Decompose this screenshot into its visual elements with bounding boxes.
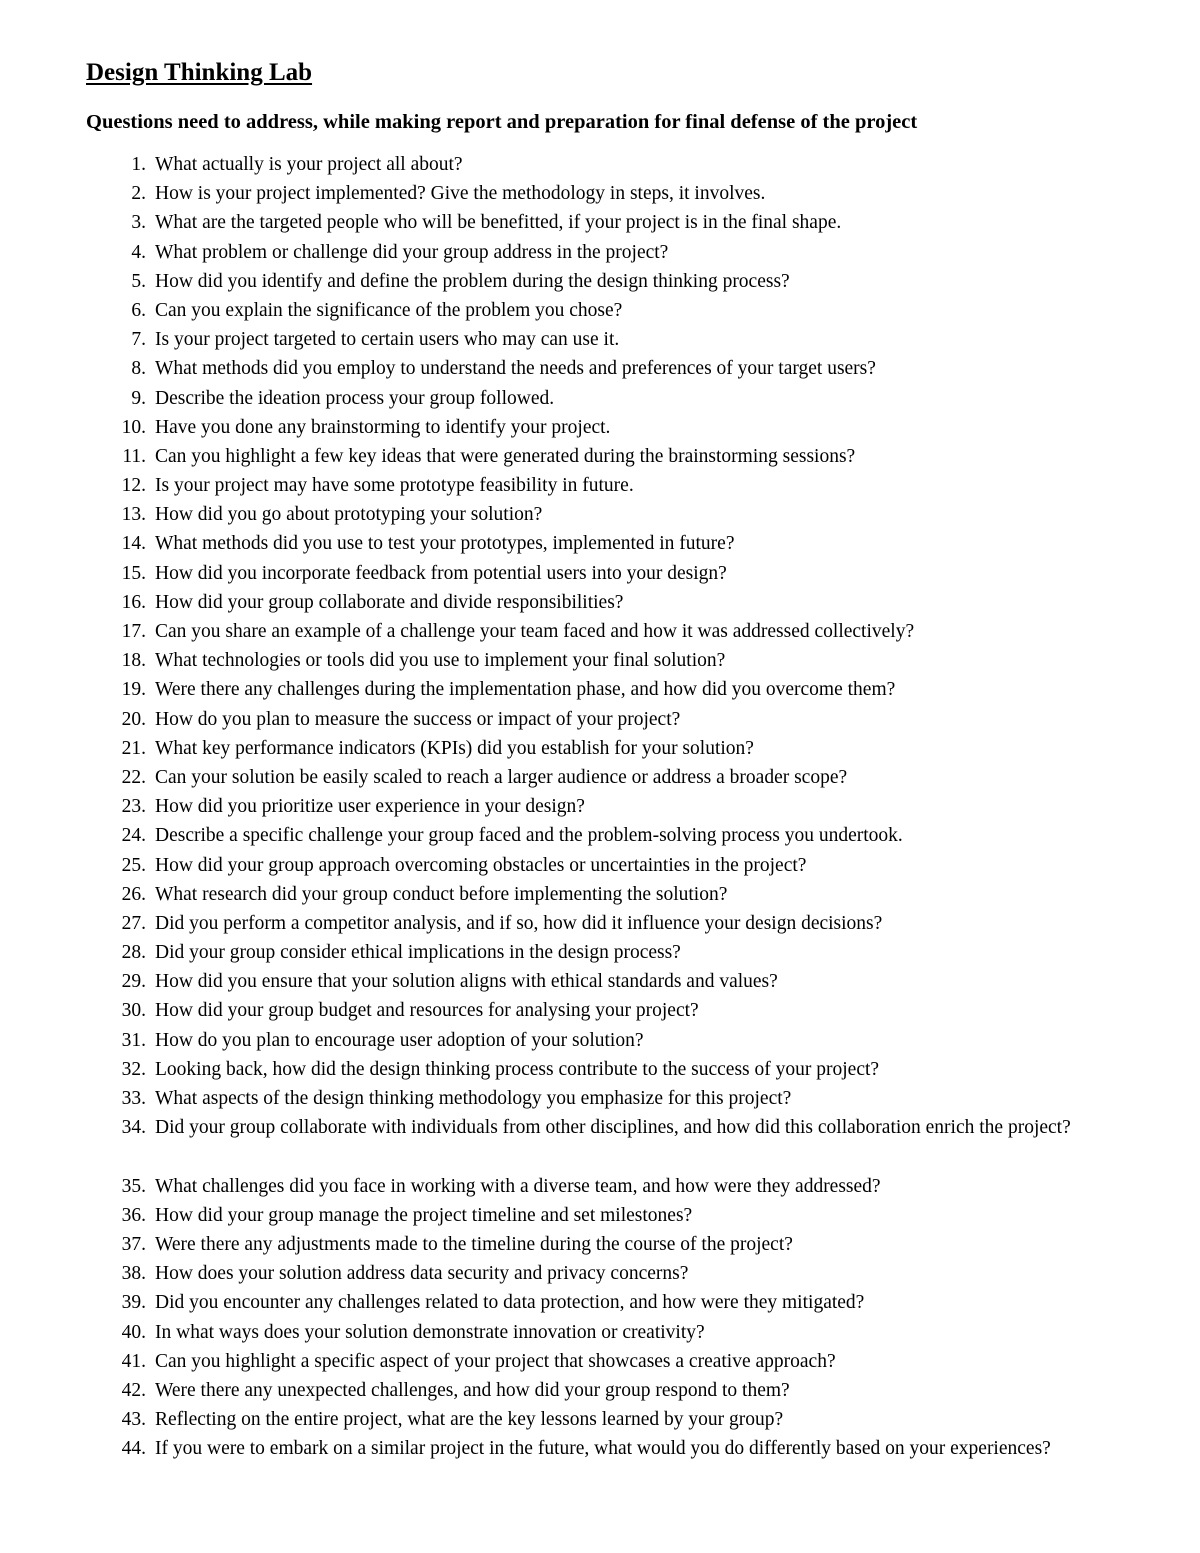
question-item <box>0 442 1200 471</box>
question-number: 4. <box>131 241 146 263</box>
question-item <box>0 1230 1200 1259</box>
question-text: If you were to embark on a similar project in the future, what would you do differently based on your experiences? <box>155 1438 1051 1460</box>
question-item <box>0 821 1200 850</box>
question-number: 29. <box>121 971 146 993</box>
question-number: 27. <box>121 912 146 934</box>
question-number: 33. <box>121 1088 146 1109</box>
question-text: How did you prioritize user experience in your design? <box>155 796 585 818</box>
question-item <box>0 675 1200 704</box>
question-item <box>0 1434 1200 1492</box>
question-item <box>0 996 1200 1025</box>
question-number: 16. <box>121 591 146 613</box>
question-item <box>0 617 1200 646</box>
question-number: 40. <box>121 1321 146 1343</box>
question-text: Were there any challenges during the implementation phase, and how did you overcome them? <box>155 679 896 701</box>
question-item <box>0 325 1200 354</box>
question-number: 35. <box>121 1175 146 1197</box>
question-item <box>0 208 1200 237</box>
question-text: Can you share an example of a challenge your team faced and how it was addressed collectively? <box>155 621 915 642</box>
question-text: How did your group approach overcoming obstacles or uncertainties in the project? <box>155 854 807 876</box>
question-text: Have you done any brainstorming to identify your project. <box>155 416 611 438</box>
question-item <box>0 529 1200 558</box>
question-number: 44. <box>121 1438 146 1460</box>
document-title: Design Thinking Lab <box>86 59 313 86</box>
question-text: How do you plan to measure the success or impact of your project? <box>155 708 681 730</box>
question-item <box>0 1259 1200 1288</box>
questions-list <box>0 150 1200 1493</box>
question-text: Reflecting on the entire project, what are the key lessons learned by your group? <box>155 1409 784 1431</box>
question-number: 34. <box>121 1117 146 1139</box>
question-item <box>0 238 1200 267</box>
question-text: Were there any unexpected challenges, and how did your group respond to them? <box>155 1379 790 1401</box>
question-text: Did you perform a competitor analysis, and if so, how did it influence your design decisions? <box>155 912 883 934</box>
question-number: 6. <box>131 299 146 321</box>
question-text: How did you identify and define the problem during the design thinking process? <box>155 270 790 292</box>
question-text: How did you ensure that your solution aligns with ethical standards and values? <box>155 971 778 993</box>
question-number: 39. <box>121 1292 146 1314</box>
question-number: 7. <box>131 329 146 351</box>
question-item <box>0 588 1200 617</box>
question-text: Did you encounter any challenges related to data protection, and how were they mitigated? <box>155 1292 865 1314</box>
question-text: What problem or challenge did your group address in the project? <box>155 241 669 263</box>
question-item <box>0 938 1200 967</box>
question-text: How does your solution address data security and privacy concerns? <box>155 1263 689 1285</box>
question-item <box>0 851 1200 880</box>
question-text: How did your group manage the project timeline and set milestones? <box>155 1204 693 1226</box>
question-number: 10. <box>121 416 146 438</box>
question-number: 11. <box>122 445 146 467</box>
question-number: 38. <box>121 1263 146 1285</box>
question-text: How did you incorporate feedback from potential users into your design? <box>155 562 727 584</box>
question-text: Did your group collaborate with individuals from other disciplines, and how did this collaboration enrich the project? <box>155 1117 1071 1139</box>
question-number: 3. <box>131 212 146 234</box>
question-text: Describe a specific challenge your group faced and the problem-solving process you undertook. <box>155 825 903 847</box>
question-text: How did your group collaborate and divide responsibilities? <box>155 591 624 613</box>
question-text: What challenges did you face in working with a diverse team, and how were they addressed? <box>155 1175 881 1197</box>
question-item <box>0 413 1200 442</box>
question-text: Were there any adjustments made to the timeline during the course of the project? <box>155 1233 793 1255</box>
question-text: What aspects of the design thinking methodology you emphasize for this project? <box>155 1088 792 1109</box>
question-item <box>0 500 1200 529</box>
question-number: 17. <box>121 621 146 642</box>
question-item <box>0 734 1200 763</box>
question-item <box>0 267 1200 296</box>
document-subtitle: Questions need to address, while making report and preparation for final defense of the project <box>86 111 918 133</box>
question-item <box>0 1347 1200 1376</box>
question-number: 41. <box>121 1350 146 1372</box>
question-item <box>0 150 1200 179</box>
question-number: 42. <box>121 1379 146 1401</box>
question-text: How did your group budget and resources for analysing your project? <box>155 1000 699 1022</box>
question-number: 28. <box>121 942 146 964</box>
question-item <box>0 1288 1200 1317</box>
question-text: Describe the ideation process your group followed. <box>155 387 555 409</box>
question-text: What research did your group conduct before implementing the solution? <box>155 883 728 905</box>
question-item <box>0 179 1200 208</box>
question-text: Can your solution be easily scaled to reach a larger audience or address a broader scope? <box>155 766 848 788</box>
question-number: 31. <box>121 1029 146 1051</box>
question-number: 13. <box>121 504 146 526</box>
question-number: 30. <box>121 1000 146 1022</box>
question-number: 18. <box>121 650 146 672</box>
question-text: What key performance indicators (KPIs) did you establish for your solution? <box>155 737 754 759</box>
question-number: 1. <box>131 154 146 175</box>
question-item <box>0 1405 1200 1434</box>
question-number: 20. <box>121 708 146 730</box>
question-text: Did your group consider ethical implications in the design process? <box>155 942 681 964</box>
question-number: 36. <box>121 1204 146 1226</box>
question-number: 25. <box>121 854 146 876</box>
question-item <box>0 559 1200 588</box>
question-item <box>0 296 1200 325</box>
question-item <box>0 1084 1200 1113</box>
question-text: Can you explain the significance of the problem you chose? <box>155 299 623 321</box>
question-text: Looking back, how did the design thinking process contribute to the success of your project? <box>155 1058 880 1080</box>
question-item <box>0 1201 1200 1230</box>
question-text: Is your project targeted to certain users who may can use it. <box>155 329 620 351</box>
question-item <box>0 354 1200 383</box>
question-item <box>0 1113 1200 1171</box>
question-item <box>0 1376 1200 1405</box>
question-number: 14. <box>121 533 146 555</box>
question-item <box>0 1055 1200 1084</box>
question-item <box>0 909 1200 938</box>
question-text: In what ways does your solution demonstrate innovation or creativity? <box>155 1321 705 1343</box>
question-text: What technologies or tools did you use to implement your final solution? <box>155 650 726 672</box>
question-item <box>0 763 1200 792</box>
question-item <box>0 792 1200 821</box>
question-text: How do you plan to encourage user adoption of your solution? <box>155 1029 644 1051</box>
question-number: 26. <box>121 883 146 905</box>
question-item <box>0 880 1200 909</box>
question-number: 12. <box>121 475 146 497</box>
question-text: What actually is your project all about? <box>155 154 463 175</box>
question-number: 37. <box>121 1233 146 1255</box>
question-number: 21. <box>121 737 146 759</box>
question-number: 43. <box>121 1409 146 1431</box>
question-item <box>0 967 1200 996</box>
question-item <box>0 705 1200 734</box>
question-number: 15. <box>121 562 146 584</box>
question-item <box>0 1172 1200 1201</box>
question-text: How is your project implemented? Give the methodology in steps, it involves. <box>155 183 766 205</box>
question-number: 23. <box>121 796 146 818</box>
question-text: Is your project may have some prototype feasibility in future. <box>155 475 634 497</box>
question-text: What methods did you use to test your prototypes, implemented in future? <box>155 533 735 555</box>
question-text: Can you highlight a few key ideas that were generated during the brainstorming sessions? <box>155 445 856 467</box>
question-text: Can you highlight a specific aspect of your project that showcases a creative approach? <box>155 1350 836 1372</box>
question-item <box>0 646 1200 675</box>
question-number: 32. <box>121 1058 146 1080</box>
question-text: What are the targeted people who will be benefitted, if your project is in the final shape. <box>155 212 842 234</box>
question-item <box>0 471 1200 500</box>
question-item <box>0 1026 1200 1055</box>
question-number: 24. <box>121 825 146 847</box>
question-text: What methods did you employ to understand the needs and preferences of your target users? <box>155 358 876 380</box>
question-number: 8. <box>131 358 146 380</box>
question-number: 19. <box>121 679 146 701</box>
question-number: 5. <box>131 270 146 292</box>
question-number: 9. <box>131 387 146 409</box>
question-item <box>0 1318 1200 1347</box>
question-item <box>0 384 1200 413</box>
question-text: How did you go about prototyping your solution? <box>155 504 543 526</box>
question-number: 2. <box>131 183 146 205</box>
question-number: 22. <box>121 766 146 788</box>
